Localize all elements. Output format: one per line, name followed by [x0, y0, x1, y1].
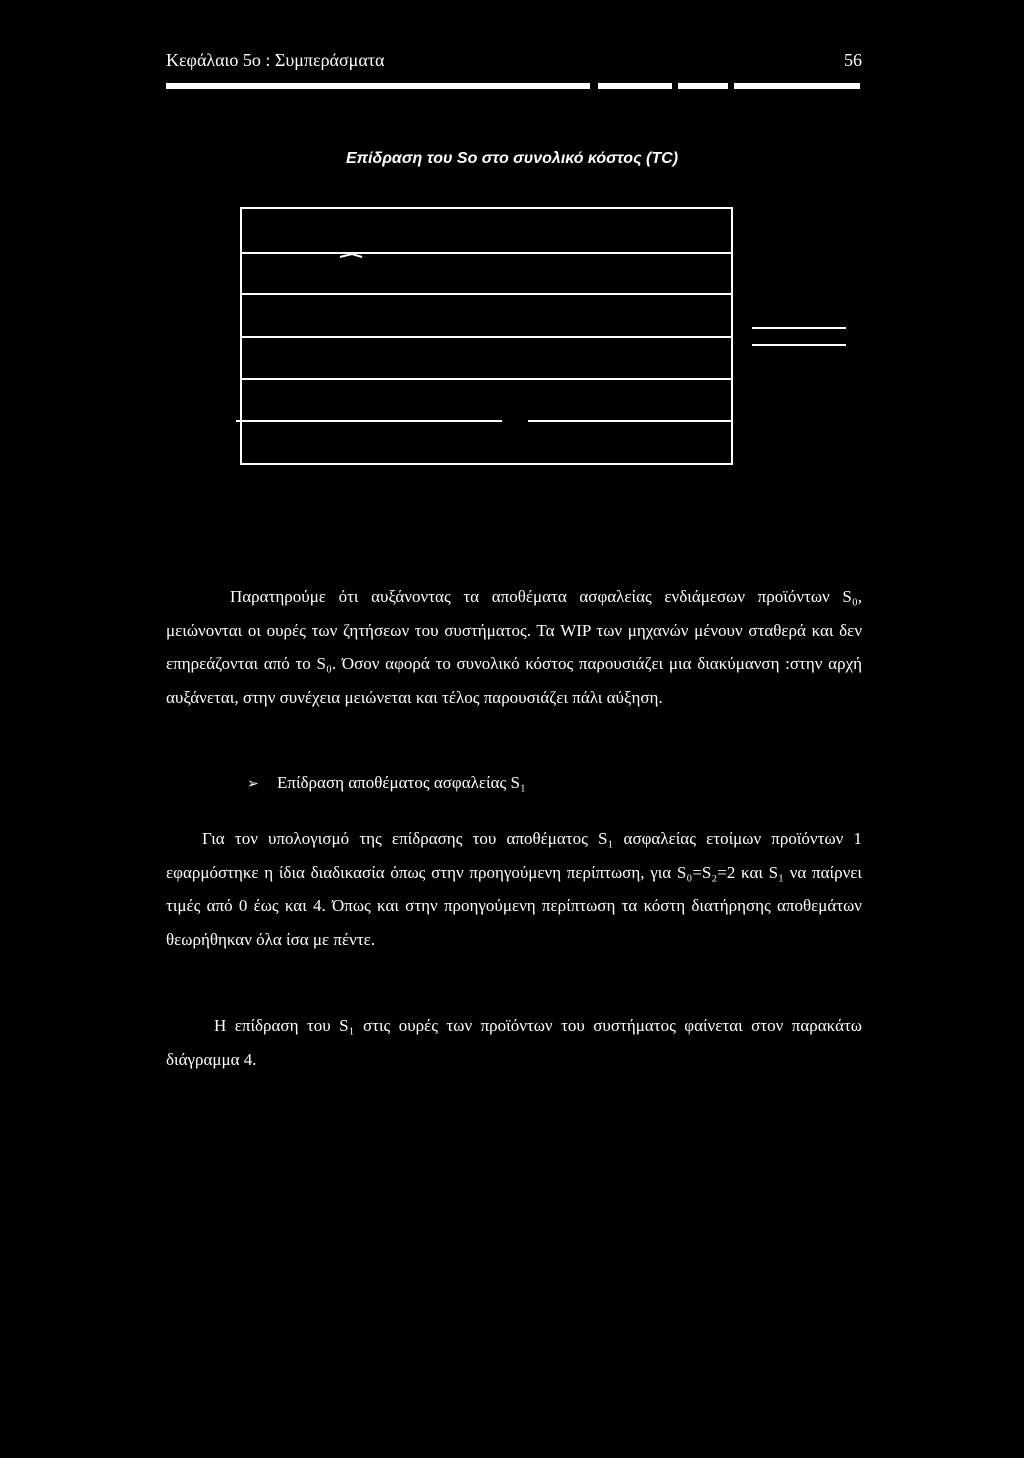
paragraph-s1-reference: Η επίδραση του S₁ στις ουρές των προϊόντων του συστήματος φαίνεται στον παρακάτω διάγραμμα 4.	[166, 1016, 862, 1069]
arrow-bullet-icon: ➢	[247, 776, 259, 792]
paragraph-so-effect: Παρατηρούμε ότι αυξάνοντας τα αποθέματα ασφαλείας ενδιάμεσων προϊόντων S₀, μειώνονται οι ουρές των ζητήσεων του συστήματος. Τα WIP των μηχανών μένουν σταθερά και δεν επηρεάζονται από το S₀. Όσον αφορά το συνολικό κόστος παρουσιάζει μια διακύμανση :στην αρχή αυξάνεται, στην συνέχεια μειώνεται και τέλος παρουσιάζει πάλι αύξηση.	[166, 587, 862, 707]
header-rule-gap	[728, 83, 734, 89]
page-header	[166, 44, 862, 76]
bullet-heading	[247, 773, 526, 793]
header-rule-gap	[590, 83, 598, 89]
bullet-heading-text: Επίδραση αποθέματος ασφαλείας S₁	[277, 773, 526, 792]
paragraph-s1-method: Για τον υπολογισμό της επίδρασης του αποθέματος S₁ ασφαλείας ετοίμων προϊόντων 1 εφαρμόστηκε η ίδια διαδικασία όπως στην προηγούμενη περίπτωση, για S₀=S₂=2 και S₁ να παίρνει τιμές από 0 έως και 4. Όπως και στην προηγούμενη περίπτωση τα κόστη διατήρησης αποθεμάτων θεωρήθηκαν όλα ίσα με πέντε.	[166, 829, 862, 949]
header-rule	[166, 83, 860, 89]
page-number: 56	[844, 50, 862, 70]
header-rule-gap	[672, 83, 678, 89]
series-fragment	[340, 254, 362, 257]
chart-title: Επίδραση του So στο συνολικό κόστος (TC)	[345, 150, 679, 167]
chart-frame	[241, 208, 732, 464]
chapter-title: Κεφάλαιο 5ο : Συμπεράσματα	[166, 50, 385, 70]
